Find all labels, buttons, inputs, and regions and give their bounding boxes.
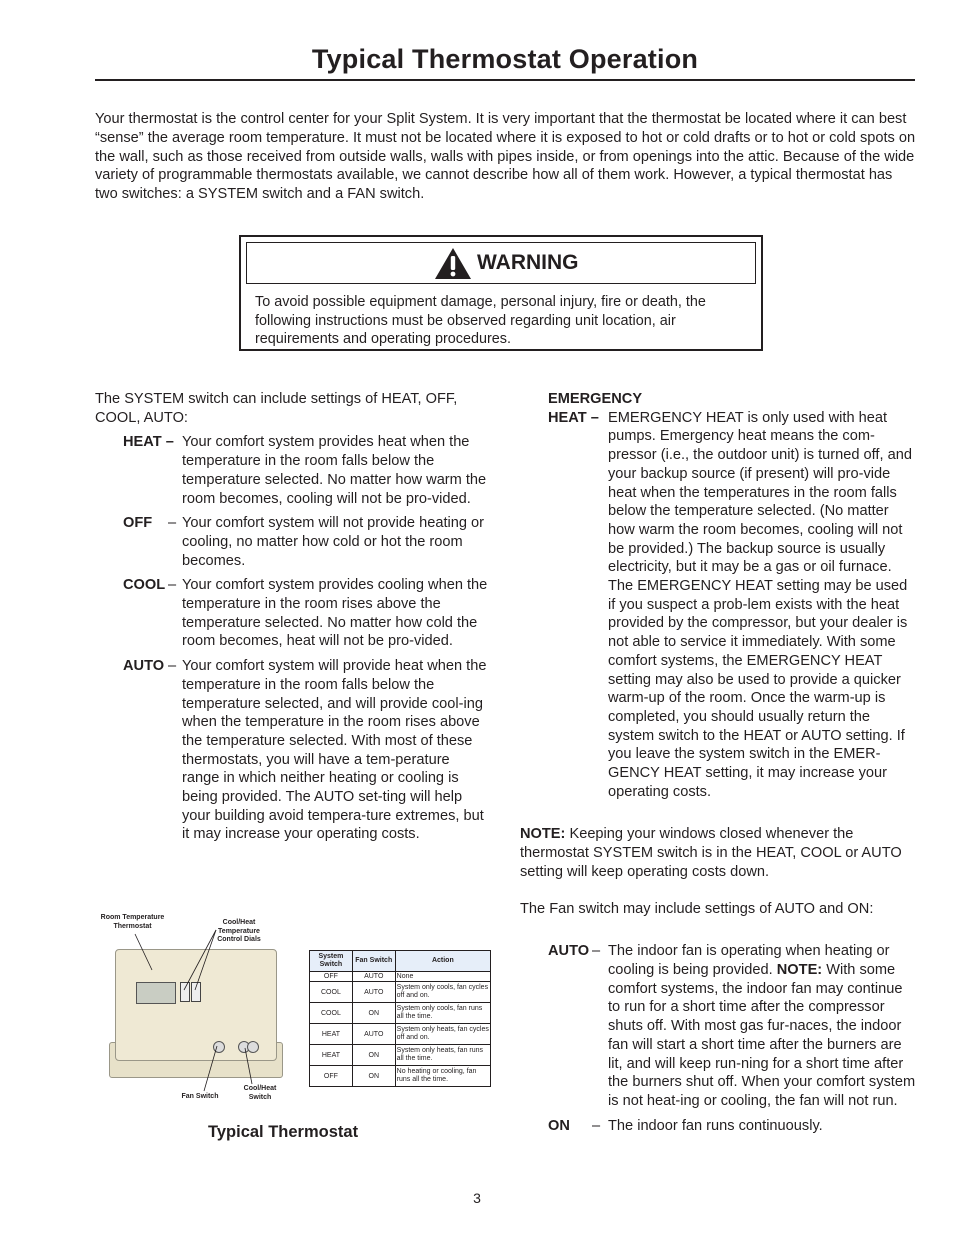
- thermostat-illustration: [95, 912, 300, 1112]
- table-cell: System only cools, fan runs all the time.: [395, 1003, 490, 1024]
- leader-lines: [95, 912, 300, 1112]
- fan-setting-term: AUTO: [548, 943, 590, 960]
- setting-term: HEAT –: [123, 434, 174, 451]
- table-cell: AUTO: [352, 1024, 395, 1045]
- page-number: 3: [473, 1190, 481, 1206]
- table-cell: OFF: [310, 1066, 353, 1087]
- table-cell: System only cools, fan cycles off and on.: [395, 982, 490, 1003]
- label-control-dials: Cool/Heat Temperature Control Dials: [217, 919, 261, 943]
- table-cell: COOL: [310, 1003, 353, 1024]
- fan-setting-dash: –: [592, 1117, 601, 1134]
- fan-settings-list: [548, 942, 916, 1135]
- title-rule: [95, 79, 915, 81]
- table-cell: HEAT: [310, 1024, 353, 1045]
- label-coolheat-switch: Cool/Heat Switch: [243, 1085, 277, 1101]
- setting-term: OFF: [123, 515, 153, 532]
- system-setting-heat: [123, 433, 490, 508]
- switch-action-table: [309, 950, 491, 1087]
- label-room-temperature: Room Temperature Thermostat: [100, 914, 165, 930]
- fan-intro: The Fan switch may include settings of AUTO and ON:: [520, 900, 874, 917]
- table-cell: AUTO: [352, 972, 395, 982]
- table-header: System Switch: [310, 951, 353, 972]
- table-header: Action: [395, 951, 490, 972]
- table-cell: OFF: [310, 972, 353, 982]
- system-setting-off: [123, 514, 490, 570]
- table-cell: System only heats, fan runs all the time.: [395, 1045, 490, 1066]
- note-text: Keeping your windows closed whenever the thermostat SYSTEM switch is in the HEAT, COOL or AUTO setting will keep operating costs down.: [520, 826, 902, 880]
- fan-setting-auto: [548, 942, 916, 1110]
- fan-auto-note-label: NOTE:: [776, 961, 823, 978]
- table-row: [310, 1024, 491, 1045]
- emergency-heat-setting: [548, 390, 916, 801]
- table-cell: No heating or cooling, fan runs all the time.: [395, 1066, 490, 1087]
- fan-setting-on: [548, 1117, 916, 1136]
- table-row: [310, 1066, 491, 1087]
- fan-auto-text-1: The indoor fan is operating when heating or cooling is being provided.: [608, 943, 890, 978]
- table-row: [310, 1003, 491, 1024]
- fan-setting-term: ON: [548, 1117, 570, 1134]
- table-header: Fan Switch: [352, 951, 395, 972]
- emergency-term-line1: EMERGENCY: [548, 391, 643, 407]
- fan-setting-text: The indoor fan runs continuously.: [608, 1117, 823, 1134]
- label-fan-switch: Fan Switch: [181, 1093, 219, 1100]
- warning-box: [239, 235, 763, 351]
- setting-term: AUTO: [123, 658, 165, 675]
- setting-dash: –: [168, 658, 177, 675]
- table-row: [310, 982, 491, 1003]
- setting-dash: –: [168, 577, 177, 594]
- warning-triangle-icon: [434, 247, 472, 280]
- figure-caption: Typical Thermostat: [208, 1123, 359, 1141]
- fan-setting-dash: –: [592, 943, 601, 960]
- table-cell: AUTO: [352, 982, 395, 1003]
- table-cell: HEAT: [310, 1045, 353, 1066]
- system-intro: The SYSTEM switch can include settings of HEAT, OFF, COOL, AUTO:: [95, 391, 458, 426]
- table-cell: ON: [352, 1045, 395, 1066]
- table-cell: COOL: [310, 982, 353, 1003]
- page-title: Typical Thermostat Operation: [311, 44, 699, 74]
- warning-label: WARNING: [477, 251, 579, 274]
- table-cell: ON: [352, 1003, 395, 1024]
- table-row: [310, 972, 491, 982]
- table-cell: None: [395, 972, 490, 982]
- note-paragraph: [520, 825, 916, 881]
- emergency-term-line2: HEAT –: [548, 409, 599, 426]
- system-setting-cool: [123, 576, 490, 651]
- setting-dash: –: [168, 515, 177, 532]
- intro-paragraph: Your thermostat is the control center for your Split System. It is very important that the thermostat be located where it can best “sense” the average room temperature. It must not be located where it is exposed to hot or cold drafts or to hot or cold spots on the wall, such as those received from outside walls, walls with pipes inside, or from openings into the attic. Because of the wide variety of programmable thermostats available, we cannot describe how all of them work. However, a typical thermostat has two switches: a SYSTEM switch and a FAN switch.: [95, 111, 916, 203]
- warning-text: To avoid possible equipment damage, personal injury, fire or death, the following instructions must be observed regarding unit location, air requirements and operating procedures.: [255, 294, 706, 348]
- setting-text: Your comfort system provides heat when the temperature in the room falls below the temperature selected. No matter how warm the room becomes, cooling will not be pro-vided.: [182, 434, 487, 507]
- system-setting-auto: [123, 657, 490, 844]
- fan-setting-text: [608, 942, 916, 1110]
- note-label: NOTE:: [520, 826, 566, 843]
- setting-term: COOL: [123, 577, 166, 594]
- warning-header: [246, 242, 756, 284]
- fan-auto-text-2: With some comfort systems, the indoor fan may continue to run for a short time after the compressor shuts off. With most gas fur-naces, the indoor fan will start a short time after the burners are lit, and will keep run-ning for a short time after the burners shut off. When your comfort system is not heat-ing or cooling, the fan will not run.: [608, 961, 916, 1109]
- table-cell: System only heats, fan cycles off and on.: [395, 1024, 490, 1045]
- setting-text: Your comfort system will not provide heating or cooling, no matter how cold or hot the room becomes.: [182, 515, 485, 569]
- left-column: [95, 390, 490, 844]
- setting-text: Your comfort system will provide heat when the temperature in the room falls below the temperature selected, and will provide cool-ing when the temperature in the room rises above the temperature selected. With most of these thermostats, you will have a tem-perature range in which neither heating or cooling is being provided. The AUTO set-ting will help your building avoid tempera-ture extremes, but it may increase your operating costs.: [182, 658, 487, 843]
- table-cell: ON: [352, 1066, 395, 1087]
- emergency-text: EMERGENCY HEAT is only used with heat pumps. Emergency heat means the com-pressor (i.e., the outdoor unit) is turned off, and your backup source (if present) will pro-vide heat when the temperatures in the room falls below the temperature selected. (No matter how warm the room becomes, cooling will not be provided.) The backup source is usually electricity, but it may be a gas or oil furnace. The EMERGENCY HEAT setting may be used if you suspect a prob-lem exists with the heat provided by the compressor, but your dealer is not able to service it immediately. With some comfort systems, the EMERGENCY HEAT setting may also be used to provide a quicker warm-up of the room. Once the warm-up is completed, you should usually return the system switch to the HEAT or AUTO setting. If you leave the system switch in the EMER-GENCY HEAT setting, it may increase your operating costs.: [608, 409, 912, 800]
- system-settings-list: [123, 433, 490, 844]
- setting-text: Your comfort system provides cooling when the temperature in the room rises above the temperature selected. No matter how cold the room becomes, heat will not be pro-vided.: [182, 577, 488, 650]
- right-column: [520, 390, 916, 1135]
- table-row: [310, 1045, 491, 1066]
- table-header-row: [310, 951, 491, 972]
